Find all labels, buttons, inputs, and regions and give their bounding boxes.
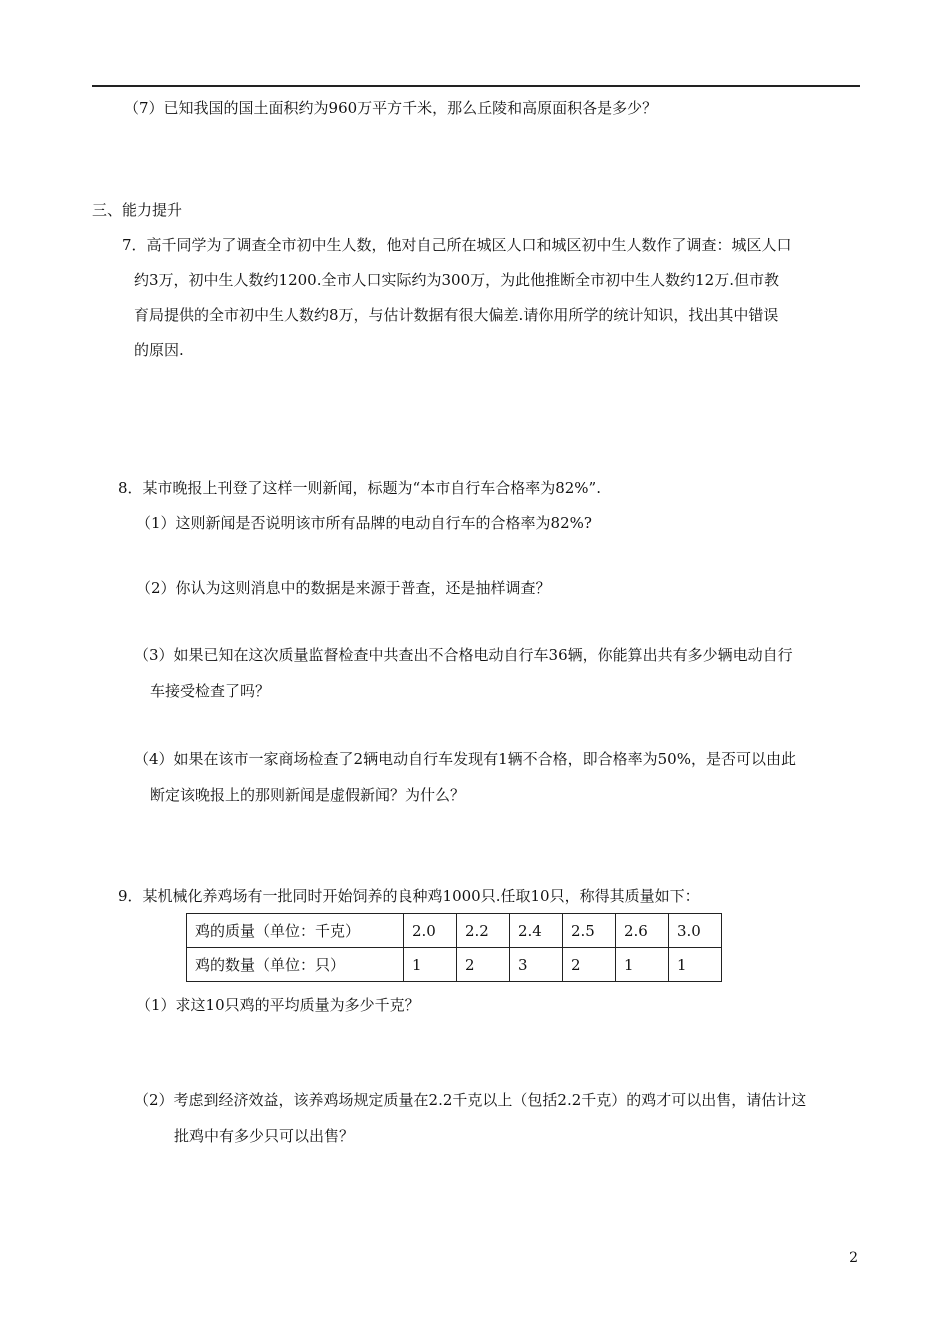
table-cell: 2.0 xyxy=(404,914,457,948)
question-7-line: 约3万，初中生人数约1200.全市人口实际约为300万，为此他推断全市初中生人数约12万.但市教 xyxy=(134,271,779,289)
question-9-part-1: （1）求这10只鸡的平均质量为多少千克？ xyxy=(136,996,420,1014)
question-8-part-2: （2）你认为这则消息中的数据是来源于普查，还是抽样调查？ xyxy=(136,579,551,597)
question-9-part-2-cont: 批鸡中有多少只可以出售？ xyxy=(174,1127,355,1145)
question-8-part-3-cont: 车接受检查了吗？ xyxy=(150,682,271,700)
table-cell: 2.5 xyxy=(563,914,616,948)
table-row-header: 鸡的数量（单位：只） xyxy=(187,948,404,982)
page-number: 2 xyxy=(849,1250,858,1266)
table-cell: 3.0 xyxy=(669,914,722,948)
question-8-stem: 8．某市晚报上刊登了这样一则新闻，标题为“本市自行车合格率为82%”. xyxy=(118,479,601,497)
table-cell: 2 xyxy=(563,948,616,982)
question-8-part-3: （3）如果已知在这次质量监督检查中共查出不合格电动自行车36辆，你能算出共有多少辆电动自行 xyxy=(134,646,793,664)
question-7-line: 育局提供的全市初中生人数约8万，与估计数据有很大偏差.请你用所学的统计知识，找出其中错误 xyxy=(134,306,779,324)
chicken-weight-table xyxy=(186,913,722,982)
question-8-part-4: （4）如果在该市一家商场检查了2辆电动自行车发现有1辆不合格，即合格率为50%，是否可以由此 xyxy=(134,750,796,768)
table-cell: 2.4 xyxy=(510,914,563,948)
table-row xyxy=(187,914,722,948)
table-cell: 2.6 xyxy=(616,914,669,948)
question-7-line: 的原因. xyxy=(134,341,184,359)
table-cell: 2 xyxy=(457,948,510,982)
table-cell: 3 xyxy=(510,948,563,982)
question-8-part-4-cont: 断定该晚报上的那则新闻是虚假新闻？为什么？ xyxy=(150,786,466,804)
table-cell: 2.2 xyxy=(457,914,510,948)
question-6-part-7: （7）已知我国的国土面积约为960万平方千米，那么丘陵和高原面积各是多少？ xyxy=(124,99,658,117)
table-cell: 1 xyxy=(404,948,457,982)
table-cell: 1 xyxy=(669,948,722,982)
table-row-header: 鸡的质量（单位：千克） xyxy=(187,914,404,948)
question-8-part-1: （1）这则新闻是否说明该市所有品牌的电动自行车的合格率为82%? xyxy=(136,514,592,532)
header-rule xyxy=(92,85,860,87)
question-7-line: 7．高千同学为了调查全市初中生人数，他对自己所在城区人口和城区初中生人数作了调查：城区人口 xyxy=(122,236,792,254)
table-cell: 1 xyxy=(616,948,669,982)
question-9-stem: 9．某机械化养鸡场有一批同时开始饲养的良种鸡1000只.任取10只，称得其质量如下： xyxy=(118,887,700,905)
question-9-part-2: （2）考虑到经济效益，该养鸡场规定质量在2.2千克以上（包括2.2千克）的鸡才可以出售，请估计这 xyxy=(134,1091,807,1109)
section-title: 三、能力提升 xyxy=(92,201,183,219)
table-row xyxy=(187,948,722,982)
